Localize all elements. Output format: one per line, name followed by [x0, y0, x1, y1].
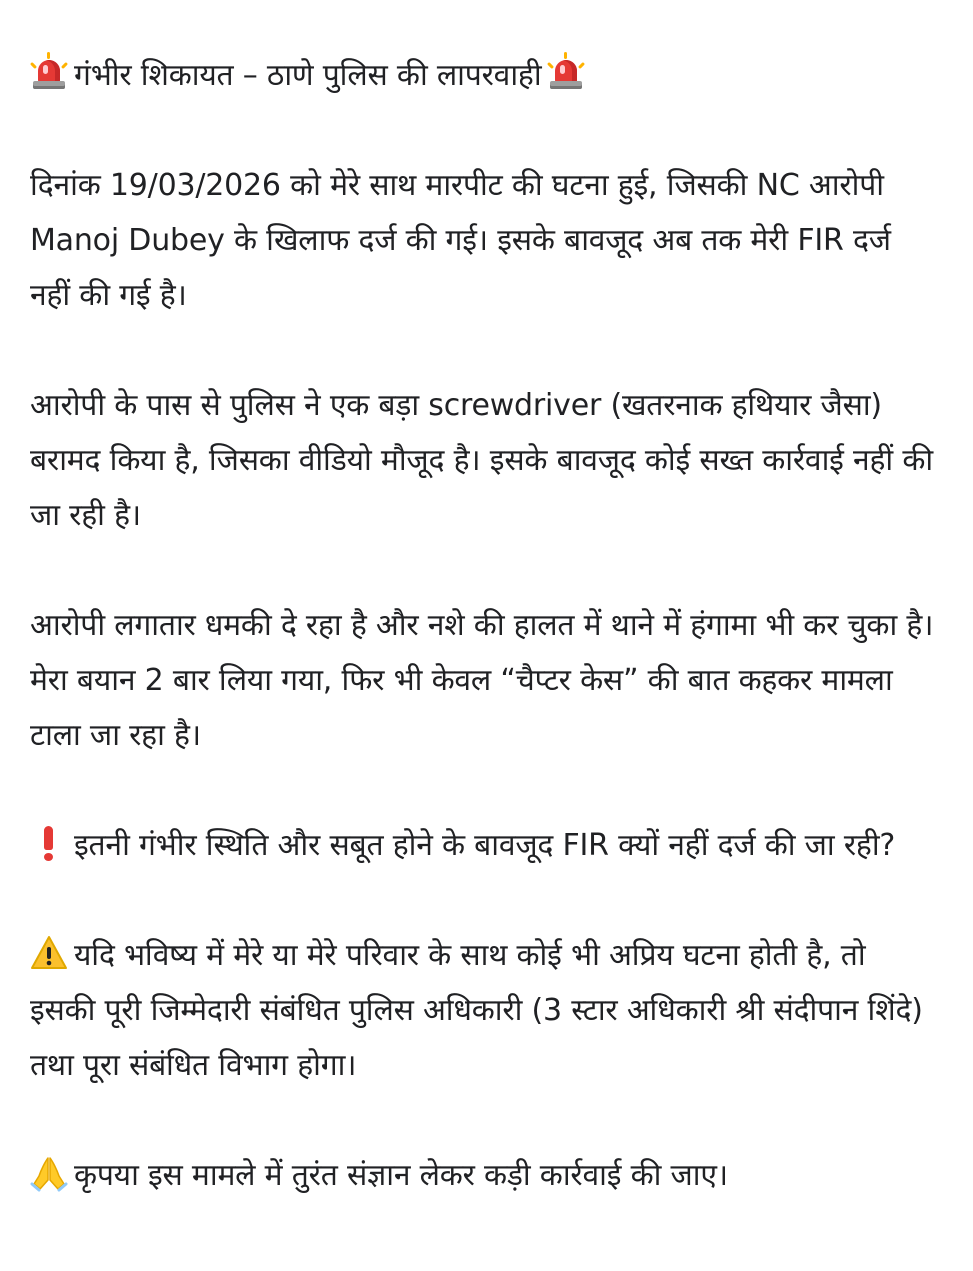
document-body: [30, 48, 935, 1203]
paragraph-threats: आरोपी लगातार धमकी दे रहा है और नशे की हालत में थाने में हंगामा भी कर चुका है। मेरा बयान 2 बार लिया गया, फिर भी केवल “चैप्टर केस” की बात कहकर मामला टाला जा रहा है।: [30, 608, 934, 753]
responsibility-text: यदि भविष्य में मेरे या मेरे परिवार के साथ कोई भी अप्रिय घटना होती है, तो इसकी पूरी जिम्मेदारी संबंधित पुलिस अधिकारी (3 स्टार अधिकारी श्री संदीपान शिंदे) तथा पूरा संबंधित विभाग होगा।: [30, 938, 923, 1083]
paragraph-question: [30, 818, 935, 873]
folded-hands-icon: [30, 1154, 68, 1192]
document-title: [30, 48, 935, 103]
paragraph-responsibility: [30, 928, 935, 1093]
paragraph-request: [30, 1148, 935, 1203]
siren-icon: [547, 54, 585, 92]
siren-icon: [30, 54, 68, 92]
paragraph-evidence: आरोपी के पास से पुलिस ने एक बड़ा screwdriver (खतरनाक हथियार जैसा) बरामद किया है, जिसका वीडियो मौजूद है। इसके बावजूद कोई सख्त कार्रवाई नहीं की जा रही है।: [30, 388, 933, 533]
question-text: इतनी गंभीर स्थिति और सबूत होने के बावजूद FIR क्यों नहीं दर्ज की जा रही?: [74, 828, 896, 863]
exclamation-icon: [30, 824, 68, 862]
warning-icon: [30, 934, 68, 972]
request-text: कृपया इस मामले में तुरंत संज्ञान लेकर कड़ी कार्रवाई की जाए।: [74, 1158, 728, 1193]
title-text: गंभीर शिकायत – ठाणे पुलिस की लापरवाही: [74, 58, 542, 93]
paragraph-incident: दिनांक 19/03/2026 को मेरे साथ मारपीट की घटना हुई, जिसकी NC आरोपी Manoj Dubey के खिलाफ दर्ज की गई। इसके बावजूद अब तक मेरी FIR दर्ज नहीं की गई है।: [30, 168, 891, 313]
